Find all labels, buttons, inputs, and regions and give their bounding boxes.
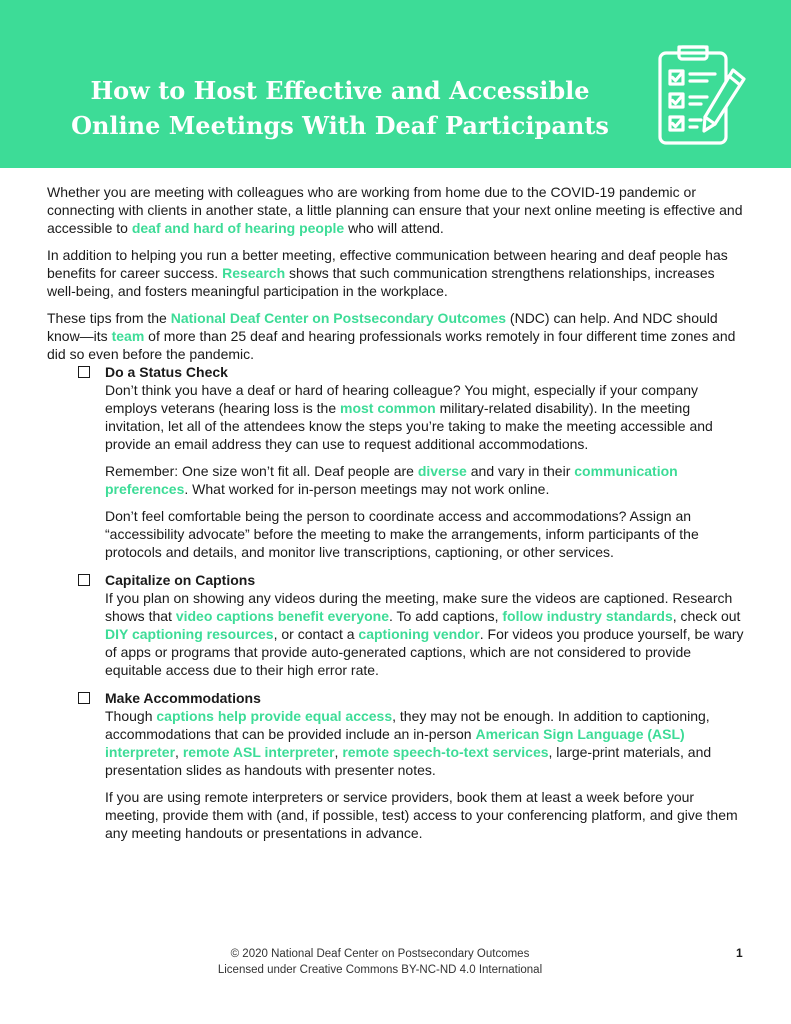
link-video-captions-benefit[interactable]: video captions benefit everyone [175,608,389,624]
link-ndc[interactable]: National Deaf Center on Postsecondary Outcomes [170,310,507,326]
text: , check out [672,608,741,624]
text: Whether you are meeting with colleagues who are working from home due to the COVID-19 pandemic or connecting with clients in another state, a little planning can ensure that your next online meeting is effective and accessible to [47,184,743,236]
link-industry-standards[interactable]: follow industry standards [502,608,673,624]
text: Remember: One size won’t fit all. Deaf people are [105,463,418,479]
text: If you plan on showing any videos during the meeting, make sure the videos are captioned. Research shows that [105,590,733,624]
checkbox[interactable] [78,366,90,378]
item-heading: Do a Status Check [105,364,228,380]
checkbox[interactable] [78,692,90,704]
checklist-item-accommodations [47,689,747,842]
text: , [334,744,343,760]
page-title [20,73,660,143]
link-remote-asl[interactable]: remote ASL interpreter [182,744,335,760]
text: , or contact a [273,626,359,642]
checkbox[interactable] [78,574,90,586]
link-captioning-vendor[interactable]: captioning vendor [358,626,480,642]
text: , large-print materials, and presentation slides as handouts with presenter notes. [105,744,712,778]
text: , they may not be enough. In addition to captioning, accommodations that can be provided include an in-person [105,708,710,742]
checklist-clipboard-icon [657,44,749,148]
item-paragraph: Don’t feel comfortable being the person to coordinate access and accommodations? Assign an “accessibility advocate” before the meeting to make the arrangements, inform participants of the protocols and details, and monitor live transcriptions, captioning, or other services. [105,508,699,560]
intro-paragraph-2 [47,246,747,300]
text: . To add captions, [389,608,503,624]
link-diverse[interactable]: diverse [417,463,467,479]
intro-paragraph-3 [47,309,747,363]
text: , [175,744,183,760]
checklist-item-status-check [47,363,747,561]
page-number: 1 [736,946,743,960]
license: Licensed under Creative Commons BY-NC-ND 4.0 International [217,964,543,976]
text: of more than 25 deaf and hearing professionals works remotely in four different time zones and did so even before the pandemic. [47,328,736,362]
link-most-common[interactable]: most common [340,400,436,416]
intro-paragraph-1 [47,183,747,237]
link-deaf-hoh-people[interactable]: deaf and hard of hearing people [131,220,345,236]
item-paragraph [105,381,747,453]
link-equal-access[interactable]: captions help provide equal access [156,708,393,724]
link-team[interactable]: team [111,328,145,344]
item-heading: Make Accommodations [105,690,261,706]
footer [180,946,580,978]
text: Though [105,708,157,724]
item-paragraph [105,462,747,498]
link-research[interactable]: Research [222,265,286,281]
text: military-related disability). In the meeting invitation, let all of the attendees know the steps you’re taking to make the meeting accessible and provide an email address they can use to request additional accommodations. [105,400,713,452]
item-paragraph [105,589,747,679]
text: (NDC) can help. And NDC should know—its [47,310,718,344]
text: who will attend. [344,220,444,236]
main-content [47,183,747,842]
item-paragraph [105,707,747,779]
checklist-item-captions [47,571,747,679]
link-speech-to-text[interactable]: remote speech-to-text services [342,744,549,760]
title-line-2: Online Meetings With Deaf Participants [71,111,609,140]
item-heading: Capitalize on Captions [105,572,256,588]
text: shows that such communication strengthens relationships, increases well-being, and fosters meaningful participation in the workplace. [47,265,715,299]
text: In addition to helping you run a better meeting, effective communication between hearing and deaf people has benefits for career success. [47,247,728,281]
link-communication-preferences[interactable]: communication preferences [105,463,678,497]
link-asl-interpreter[interactable]: American Sign Language (ASL) interpreter [105,726,685,760]
title-line-1: How to Host Effective and Accessible [90,76,590,105]
link-diy-captioning[interactable]: DIY captioning resources [105,626,274,642]
text: . For videos you produce yourself, be wary of apps or programs that provide auto-generated captions, which are not considered to provide equitable access due to their high error rate. [105,626,744,678]
text: These tips from the [47,310,171,326]
text: . What worked for in-person meetings may not work online. [184,481,550,497]
copyright: © 2020 National Deaf Center on Postsecondary Outcomes [230,948,530,960]
text: Don’t think you have a deaf or hard of hearing colleague? You might, especially if your company employs veterans (hearing loss is the [105,382,699,416]
item-paragraph: If you are using remote interpreters or service providers, book them at least a week before your meeting, provide them with (and, if possible, test) access to your conferencing platform, and give them any meeting handouts or presentations in advance. [105,789,738,841]
text: and vary in their [466,463,575,479]
